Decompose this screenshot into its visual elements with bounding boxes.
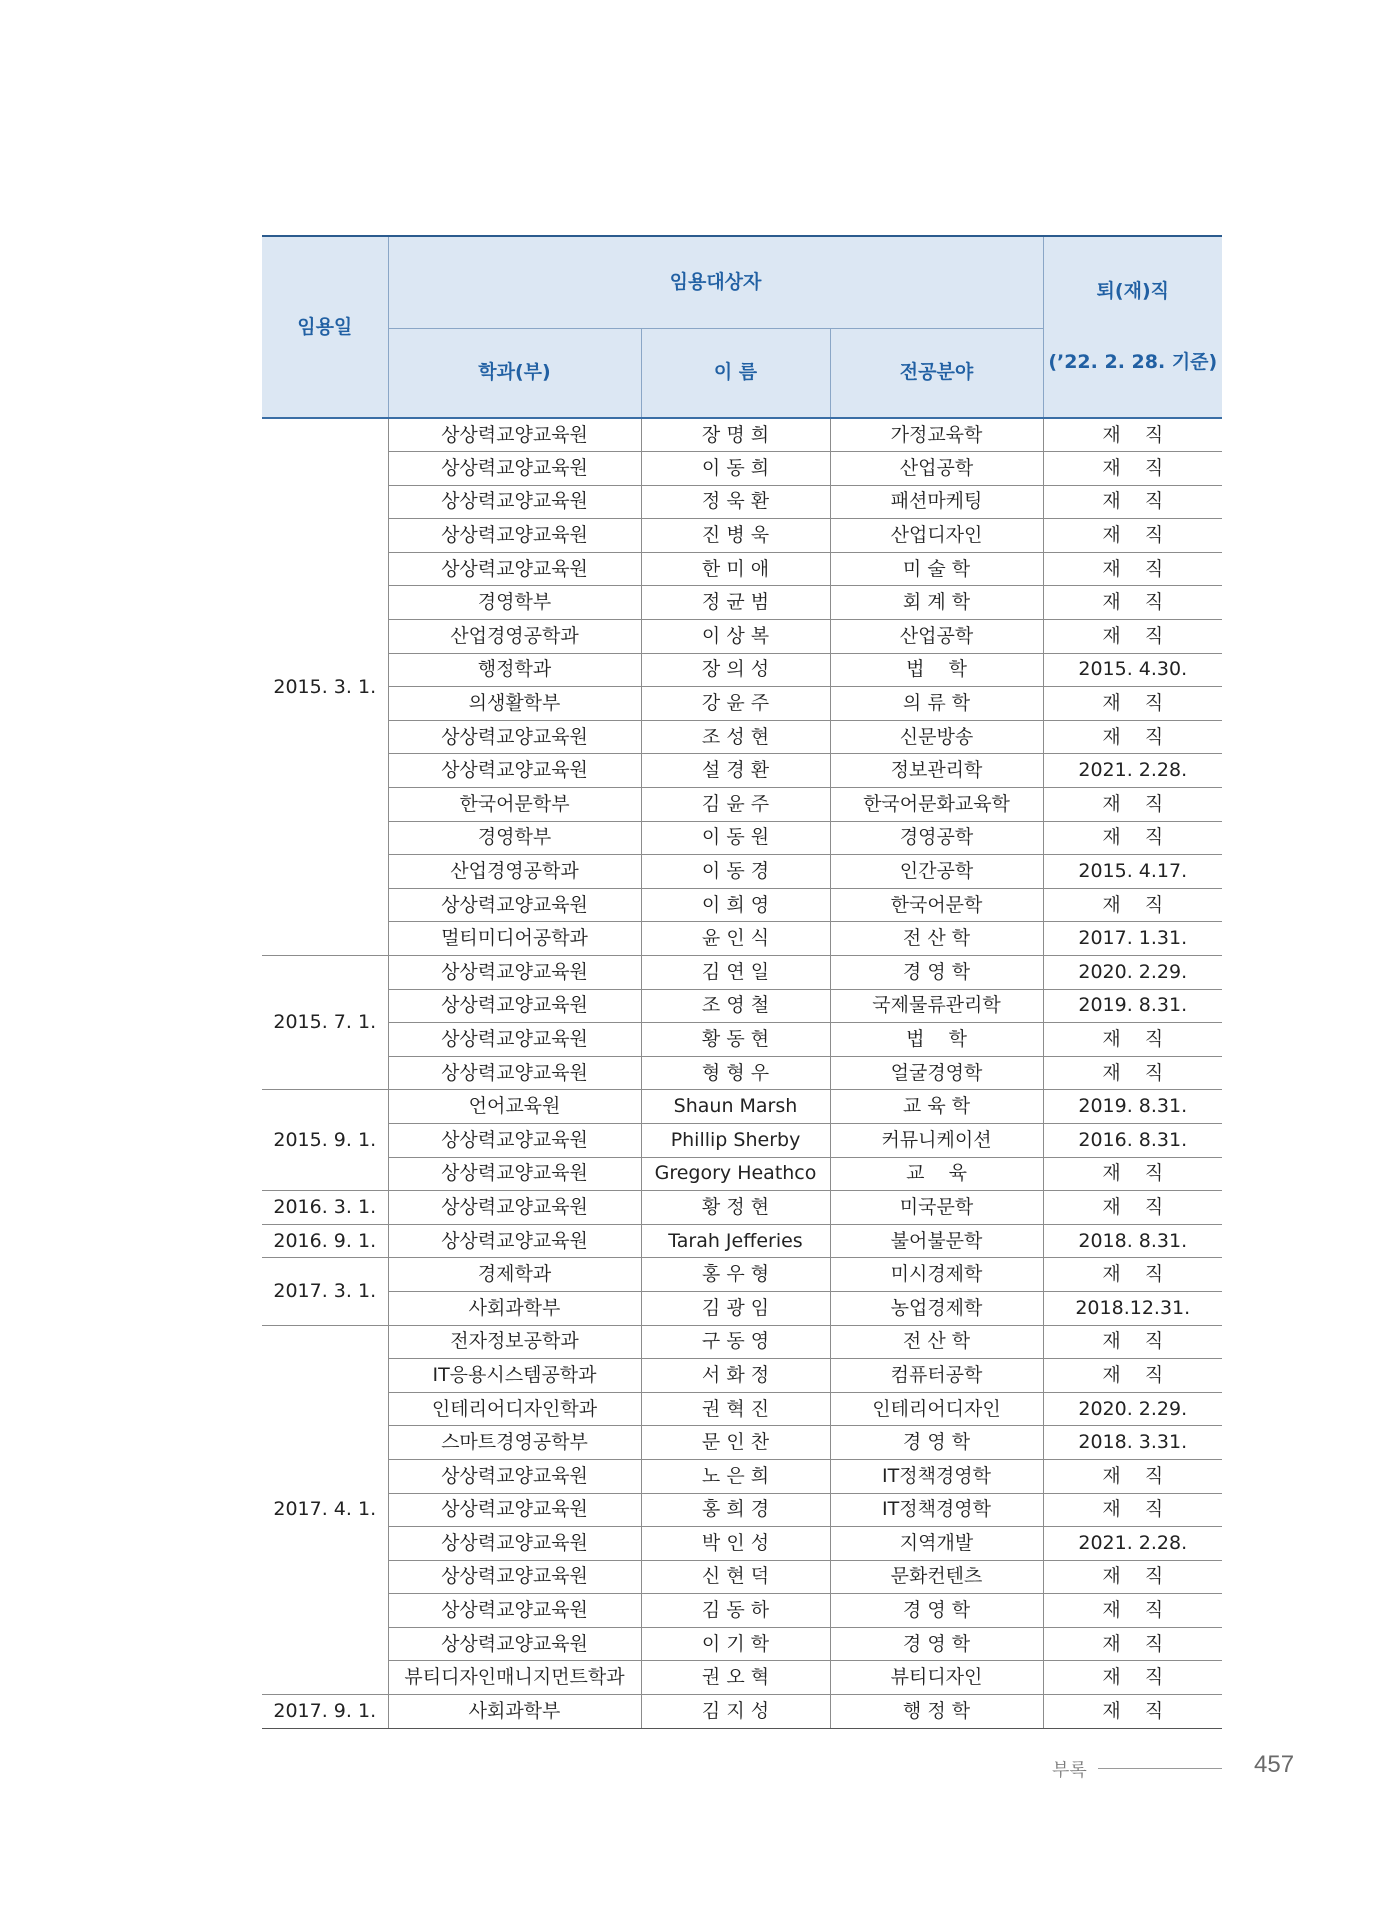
department-cell: 상상력교양교육원 [388,1123,641,1157]
department-cell: 경영학부 [388,821,641,855]
table-row [262,1627,1222,1661]
name-cell: 이 상 복 [641,620,830,654]
header-major: 전공분야 [830,328,1043,418]
table-row [262,1359,1222,1393]
table-row [262,1459,1222,1493]
table-row [262,1157,1222,1191]
department-cell: 상상력교양교육원 [388,1224,641,1258]
major-cell: 경 영 학 [830,1594,1043,1628]
department-cell: 상상력교양교육원 [388,552,641,586]
major-cell: 의 류 학 [830,687,1043,721]
major-cell: 산업디자인 [830,519,1043,553]
major-cell: 정보관리학 [830,754,1043,788]
department-cell: 상상력교양교육원 [388,519,641,553]
status-cell: 재 직 [1043,1023,1222,1057]
table-row [262,687,1222,721]
name-cell: Phillip Sherby [641,1123,830,1157]
department-cell: 상상력교양교육원 [388,956,641,990]
major-cell: 인간공학 [830,855,1043,889]
appointment-date-cell: 2017. 4. 1. [262,1325,388,1695]
status-cell: 재 직 [1043,888,1222,922]
table-row [262,956,1222,990]
major-cell: 법 학 [830,653,1043,687]
table-row [262,1224,1222,1258]
table-row [262,922,1222,956]
name-cell: 홍 우 형 [641,1258,830,1292]
status-cell: 2018.12.31. [1043,1291,1222,1325]
status-cell: 재 직 [1043,1560,1222,1594]
header-status-basis: (’22. 2. 28. 기준) [1048,351,1218,373]
department-cell: 한국어문학부 [388,788,641,822]
status-cell: 2016. 8.31. [1043,1123,1222,1157]
department-cell: 상상력교양교육원 [388,754,641,788]
name-cell: Gregory Heathco [641,1157,830,1191]
department-cell: 사회과학부 [388,1291,641,1325]
table-row [262,1527,1222,1561]
major-cell: 지역개발 [830,1527,1043,1561]
major-cell: 커뮤니케이션 [830,1123,1043,1157]
status-cell: 재 직 [1043,1325,1222,1359]
footer-section-label: 부록 [1052,1760,1087,1781]
appointment-date-cell: 2015. 9. 1. [262,1090,388,1191]
department-cell: 의생활학부 [388,687,641,721]
table-row [262,1594,1222,1628]
name-cell: 김 연 일 [641,956,830,990]
name-cell: 이 기 학 [641,1627,830,1661]
department-cell: 경제학과 [388,1258,641,1292]
status-cell: 2018. 8.31. [1043,1224,1222,1258]
table-row [262,1560,1222,1594]
status-cell: 재 직 [1043,1459,1222,1493]
name-cell: 신 현 덕 [641,1560,830,1594]
table-row [262,1661,1222,1695]
status-cell: 2020. 2.29. [1043,956,1222,990]
department-cell: 상상력교양교육원 [388,888,641,922]
major-cell: 경영공학 [830,821,1043,855]
name-cell: 권 혁 진 [641,1392,830,1426]
major-cell: 한국어문화교육학 [830,788,1043,822]
name-cell: 김 광 임 [641,1291,830,1325]
department-cell: 뷰티디자인매니지먼트학과 [388,1661,641,1695]
status-cell: 재 직 [1043,485,1222,519]
appointment-date-cell: 2016. 9. 1. [262,1224,388,1258]
footer-divider [1098,1768,1222,1769]
status-cell: 재 직 [1043,1695,1222,1729]
name-cell: 강 윤 주 [641,687,830,721]
status-cell: 재 직 [1043,821,1222,855]
major-cell: 얼굴경영학 [830,1056,1043,1090]
name-cell: 권 오 혁 [641,1661,830,1695]
major-cell: 산업공학 [830,452,1043,486]
major-cell: IT정책경영학 [830,1459,1043,1493]
status-cell: 재 직 [1043,1056,1222,1090]
appointment-table [262,235,1222,1729]
department-cell: 상상력교양교육원 [388,1191,641,1225]
major-cell: 행 정 학 [830,1695,1043,1729]
status-cell: 2017. 1.31. [1043,922,1222,956]
header-department: 학과(부) [388,328,641,418]
header-appointment-date: 임용일 [262,236,388,418]
major-cell: 인테리어디자인 [830,1392,1043,1426]
table-row [262,1291,1222,1325]
major-cell: 패션마케팅 [830,485,1043,519]
table-row [262,1695,1222,1729]
name-cell: 문 인 찬 [641,1426,830,1460]
department-cell: IT응용시스템공학과 [388,1359,641,1393]
department-cell: 인테리어디자인학과 [388,1392,641,1426]
table-row [262,1426,1222,1460]
department-cell: 상상력교양교육원 [388,485,641,519]
name-cell: 설 경 환 [641,754,830,788]
table-body [262,418,1222,1728]
status-cell: 재 직 [1043,687,1222,721]
name-cell: 형 형 우 [641,1056,830,1090]
table-row [262,888,1222,922]
name-cell: 구 동 영 [641,1325,830,1359]
department-cell: 상상력교양교육원 [388,1157,641,1191]
major-cell: 한국어문학 [830,888,1043,922]
name-cell: 김 동 하 [641,1594,830,1628]
status-cell: 재 직 [1043,1627,1222,1661]
name-cell: 정 욱 환 [641,485,830,519]
appointment-date-cell: 2015. 7. 1. [262,956,388,1090]
status-cell: 재 직 [1043,552,1222,586]
major-cell: 가정교육학 [830,418,1043,452]
name-cell: 박 인 성 [641,1527,830,1561]
name-cell: 정 균 범 [641,586,830,620]
name-cell: 이 희 영 [641,888,830,922]
table-row [262,552,1222,586]
department-cell: 상상력교양교육원 [388,1627,641,1661]
department-cell: 상상력교양교육원 [388,452,641,486]
major-cell: 미시경제학 [830,1258,1043,1292]
major-cell: 컴퓨터공학 [830,1359,1043,1393]
status-cell: 재 직 [1043,1493,1222,1527]
appointment-date-cell: 2017. 9. 1. [262,1695,388,1729]
department-cell: 상상력교양교육원 [388,1560,641,1594]
table-row [262,989,1222,1023]
department-cell: 스마트경영공학부 [388,1426,641,1460]
name-cell: 조 성 현 [641,720,830,754]
header-appointee: 임용대상자 [388,236,1043,328]
name-cell: 진 병 욱 [641,519,830,553]
table-row [262,1325,1222,1359]
appointment-date-cell: 2016. 3. 1. [262,1191,388,1225]
table-row [262,1493,1222,1527]
department-cell: 상상력교양교육원 [388,989,641,1023]
name-cell: 이 동 경 [641,855,830,889]
department-cell: 산업경영공학과 [388,620,641,654]
table-row [262,788,1222,822]
department-cell: 상상력교양교육원 [388,1527,641,1561]
status-cell: 재 직 [1043,1594,1222,1628]
table-row [262,1123,1222,1157]
status-cell: 재 직 [1043,1258,1222,1292]
department-cell: 상상력교양교육원 [388,720,641,754]
major-cell: 경 영 학 [830,1627,1043,1661]
status-cell: 재 직 [1043,788,1222,822]
department-cell: 산업경영공학과 [388,855,641,889]
department-cell: 상상력교양교육원 [388,418,641,452]
name-cell: 윤 인 식 [641,922,830,956]
status-cell: 2020. 2.29. [1043,1392,1222,1426]
major-cell: 미 술 학 [830,552,1043,586]
table-row [262,1392,1222,1426]
table-row [262,1023,1222,1057]
status-cell: 재 직 [1043,1191,1222,1225]
name-cell: 장 의 성 [641,653,830,687]
name-cell: 김 지 성 [641,1695,830,1729]
major-cell: 회 계 학 [830,586,1043,620]
table-row [262,1258,1222,1292]
name-cell: 홍 희 경 [641,1493,830,1527]
table-row [262,1191,1222,1225]
table-row [262,485,1222,519]
table-row [262,519,1222,553]
status-cell: 재 직 [1043,452,1222,486]
name-cell: 김 윤 주 [641,788,830,822]
name-cell: 황 정 현 [641,1191,830,1225]
name-cell: 서 화 정 [641,1359,830,1393]
header-status [1043,236,1222,418]
table-row [262,720,1222,754]
name-cell: 황 동 현 [641,1023,830,1057]
department-cell: 행정학과 [388,653,641,687]
department-cell: 상상력교양교육원 [388,1459,641,1493]
appointment-date-cell: 2017. 3. 1. [262,1258,388,1325]
status-cell: 2019. 8.31. [1043,1090,1222,1124]
name-cell: 노 은 희 [641,1459,830,1493]
status-cell: 2015. 4.30. [1043,653,1222,687]
status-cell: 재 직 [1043,519,1222,553]
name-cell: Tarah Jefferies [641,1224,830,1258]
table-header [262,236,1222,418]
status-cell: 재 직 [1043,1359,1222,1393]
major-cell: 경 영 학 [830,956,1043,990]
department-cell: 상상력교양교육원 [388,1056,641,1090]
status-cell: 2021. 2.28. [1043,754,1222,788]
major-cell: 불어불문학 [830,1224,1043,1258]
name-cell: 장 명 희 [641,418,830,452]
page-number: 457 [1254,1751,1295,1778]
major-cell: 문화컨텐츠 [830,1560,1043,1594]
table-row [262,620,1222,654]
status-cell: 재 직 [1043,620,1222,654]
major-cell: 법 학 [830,1023,1043,1057]
department-cell: 전자정보공학과 [388,1325,641,1359]
major-cell: 뷰티디자인 [830,1661,1043,1695]
major-cell: 국제물류관리학 [830,989,1043,1023]
name-cell: 이 동 희 [641,452,830,486]
table-row [262,855,1222,889]
name-cell: 이 동 원 [641,821,830,855]
department-cell: 상상력교양교육원 [388,1493,641,1527]
department-cell: 상상력교양교육원 [388,1023,641,1057]
status-cell: 2021. 2.28. [1043,1527,1222,1561]
major-cell: 교 육 [830,1157,1043,1191]
major-cell: 경 영 학 [830,1426,1043,1460]
major-cell: 미국문학 [830,1191,1043,1225]
department-cell: 언어교육원 [388,1090,641,1124]
major-cell: 교 육 학 [830,1090,1043,1124]
name-cell: Shaun Marsh [641,1090,830,1124]
status-cell: 2015. 4.17. [1043,855,1222,889]
status-cell: 2019. 8.31. [1043,989,1222,1023]
table-row [262,754,1222,788]
name-cell: 조 영 철 [641,989,830,1023]
table-row [262,1056,1222,1090]
department-cell: 사회과학부 [388,1695,641,1729]
department-cell: 경영학부 [388,586,641,620]
header-status-title: 퇴(재)직 [1096,280,1169,302]
status-cell: 재 직 [1043,418,1222,452]
status-cell: 재 직 [1043,1661,1222,1695]
department-cell: 멀티미디어공학과 [388,922,641,956]
table-row [262,653,1222,687]
major-cell: 전 산 학 [830,1325,1043,1359]
table-row [262,586,1222,620]
major-cell: 산업공학 [830,620,1043,654]
table-row [262,418,1222,452]
major-cell: 농업경제학 [830,1291,1043,1325]
status-cell: 재 직 [1043,1157,1222,1191]
status-cell: 2018. 3.31. [1043,1426,1222,1460]
status-cell: 재 직 [1043,586,1222,620]
table-row [262,821,1222,855]
status-cell: 재 직 [1043,720,1222,754]
header-name: 이 름 [641,328,830,418]
name-cell: 한 미 애 [641,552,830,586]
major-cell: 전 산 학 [830,922,1043,956]
major-cell: IT정책경영학 [830,1493,1043,1527]
major-cell: 신문방송 [830,720,1043,754]
table-row [262,1090,1222,1124]
table-row [262,452,1222,486]
appointment-date-cell: 2015. 3. 1. [262,418,388,956]
department-cell: 상상력교양교육원 [388,1594,641,1628]
